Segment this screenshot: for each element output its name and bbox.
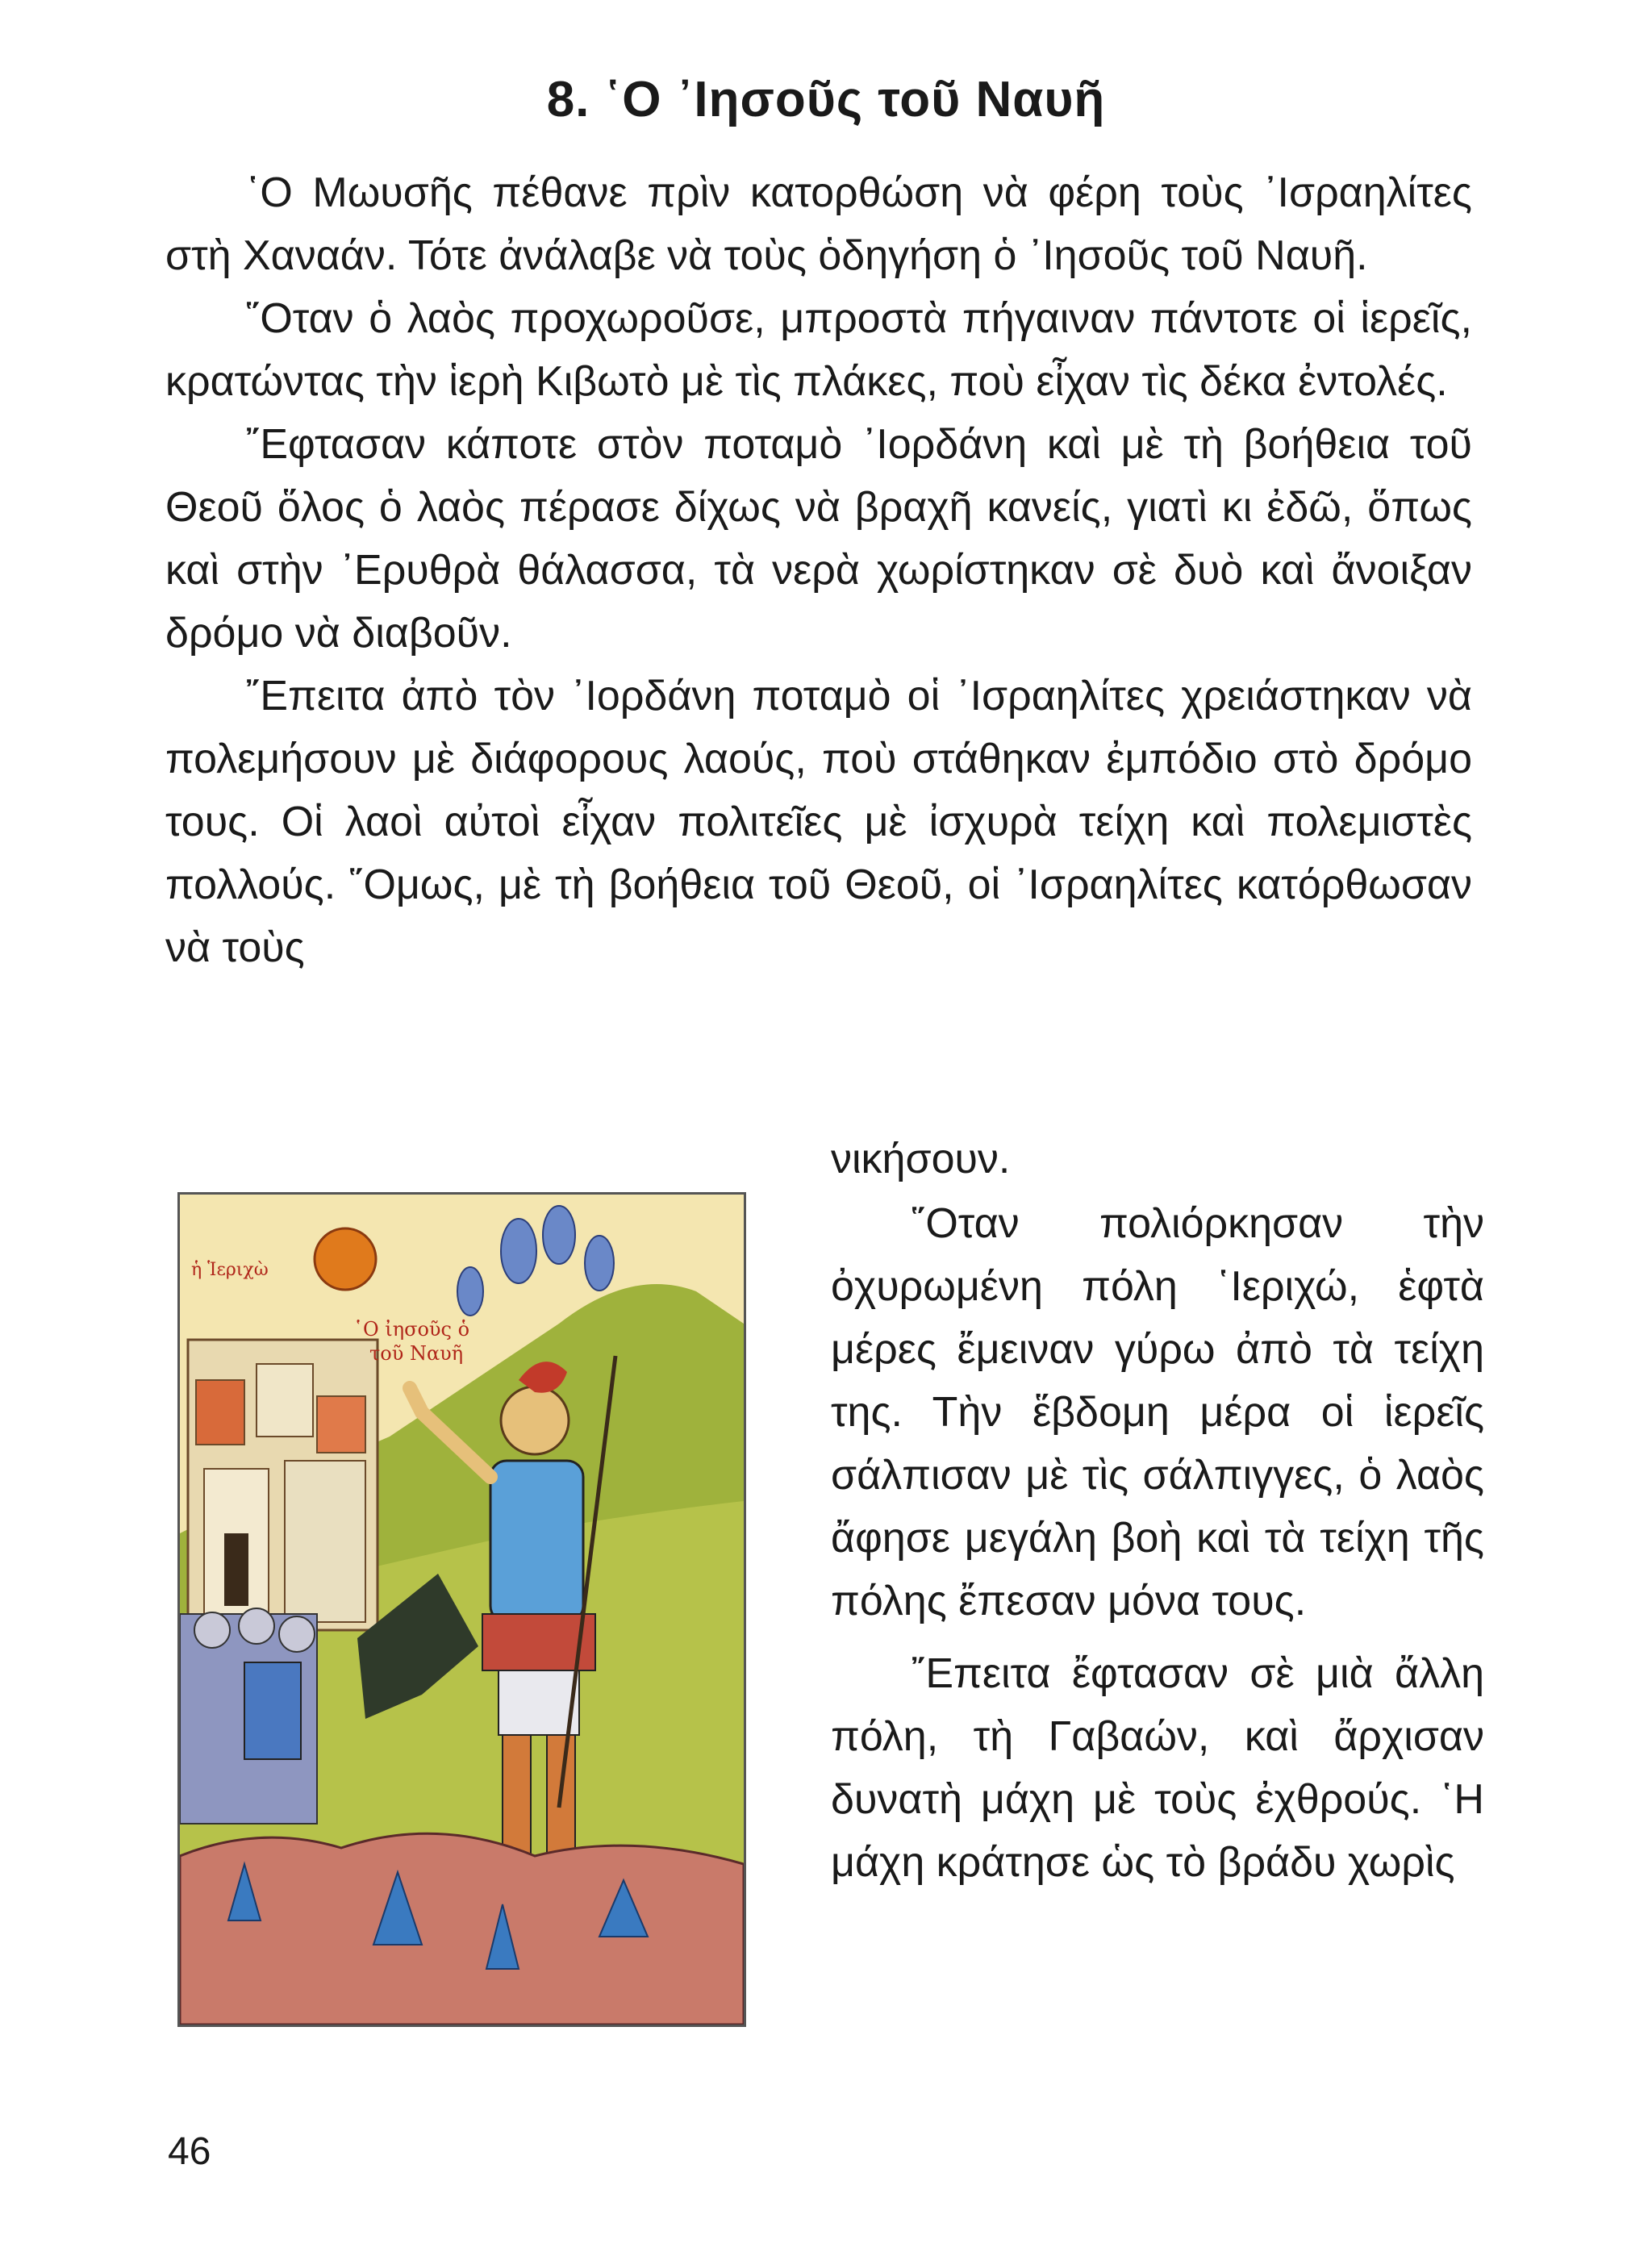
paragraph-continuation: νικήσουν. <box>831 1136 1011 1182</box>
paragraph: ῾Ο Μωυσῆς πέθανε πρὶν κατορθώση νὰ φέρη τοὺς ᾿Ισραηλίτες στὴ Χαναάν. Τότε ἀνάλαβε νὰ τοὺς ὁδηγήση ὁ ᾿Ιησοῦς τοῦ Ναυῆ. <box>165 169 1472 279</box>
city-walls <box>188 1340 378 1630</box>
paragraph: ῎Εφτασαν κάποτε στὸν ποταμὸ ᾿Ιορδάνη καὶ μὲ τὴ βοήθεια τοῦ Θεοῦ ὅλος ὁ λαὸς πέρασε δίχως νὰ βραχῆ κανείς, γιατὶ κι ἐδῶ, ὅπως καὶ στὴν ᾿Ερυθρὰ θάλασσα, τὰ νερὰ χωρίστηκαν σὲ δυὸ καὶ ἄνοιξαν δρόμο νὰ διαβοῦν. <box>165 421 1472 657</box>
paragraph: ῎Επειτα ἔφτασαν σὲ μιὰ ἄλλη πόλη, τὴ Γαβαών, καὶ ἄρχισαν δυνατὴ μάχη μὲ τοὺς ἐχθρούς. ῾Η μάχη κράτησε ὡς τὸ βράδυ χωρὶς <box>831 1650 1484 1886</box>
chapter-title: 8. ῾Ο ᾿Ιησοῦς τοῦ Ναυῆ <box>546 72 1106 127</box>
city-label: ἡ Ἱεριχὼ <box>191 1260 269 1280</box>
paragraph: ῞Οταν πολιόρκησαν τὴν ὀχυρωμένη πόλη ῾Ιεριχώ, ἑφτὰ μέρες ἔμειναν γύρω ἀπὸ τὰ τείχη της. Τὴν ἕβδομη μέρα οἱ ἱερεῖς σάλπισαν μὲ τὶς σάλπιγγες, ὁ λαὸς ἄφησε μεγάλη βοὴ καὶ τὰ τείχη τῆς πόλης ἔπεσαν μόνα τους. <box>831 1200 1484 1624</box>
page-number: 46 <box>168 2130 211 2173</box>
figure-label-line1: ῾Ο ἰησοῦς ὁ <box>353 1318 470 1341</box>
paragraph: ῎Επειτα ἀπὸ τὸν ᾿Ιορδάνη ποταμὸ οἱ ᾿Ισραηλίτες χρειάστηκαν νὰ πολεμήσουν μὲ διάφορους λαούς, ποὺ στάθηκαν ἐμπόδιο στὸ δρόμο τους. Οἱ λαοὶ αὐτοὶ εἶχαν πολιτεῖες μὲ ἰσχυρὰ τείχη καὶ πολεμιστὲς πολλούς. ῞Ομως, μὲ τὴ βοήθεια τοῦ Θεοῦ, οἱ ᾿Ισραηλίτες κατόρθωσαν νὰ τοὺς <box>165 673 1472 971</box>
body-text-column <box>831 1192 1484 1904</box>
body-text-full-width <box>165 161 1472 979</box>
paragraph: ῞Οταν ὁ λαὸς προχωροῦσε, μπροστὰ πήγαιναν πάντοτε οἱ ἱερεῖς, κρατώντας τὴν ἱερὴ Κιβωτὸ μὲ τὶς πλάκες, ποὺ εἶχαν τὶς δέκα ἐντολές. <box>165 295 1472 405</box>
soldiers-group <box>180 1608 317 1824</box>
joshua-icon-painting <box>180 1195 744 2025</box>
icon-illustration <box>177 1192 746 2027</box>
figure-label-line2: τοῦ Ναυῆ <box>369 1342 464 1365</box>
